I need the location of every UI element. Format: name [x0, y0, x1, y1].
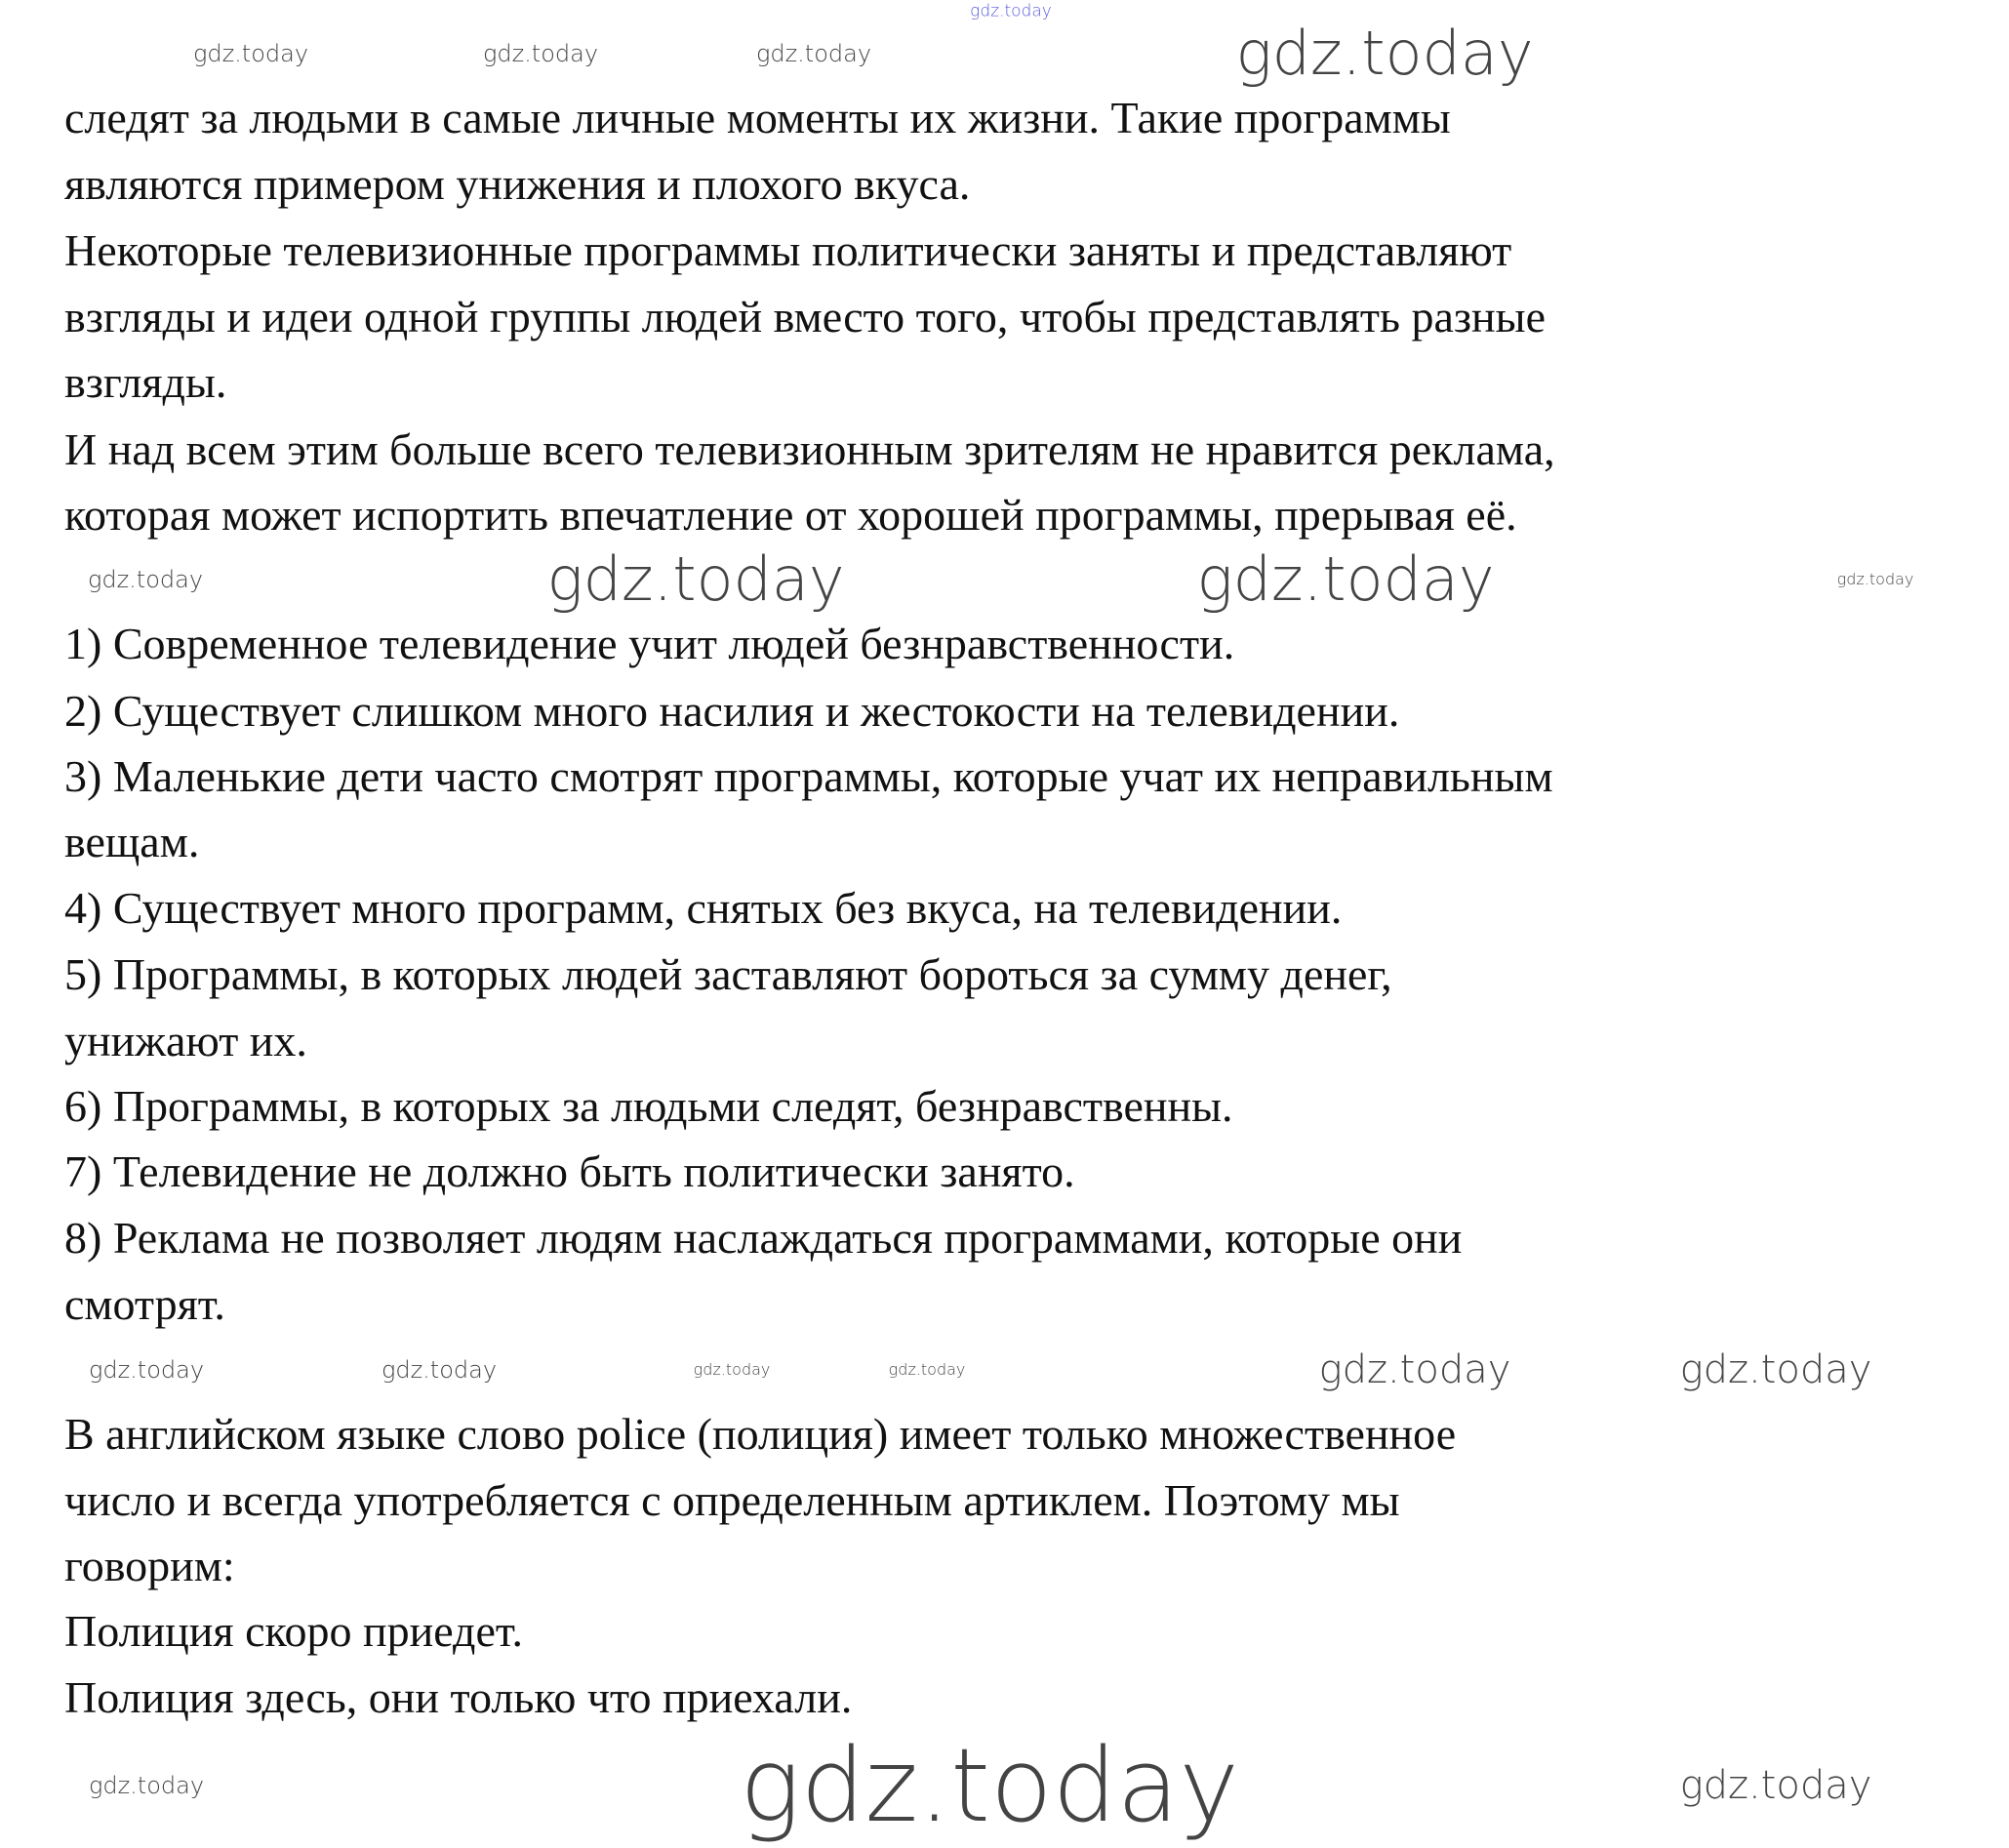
- watermark: gdz.today: [482, 40, 599, 67]
- watermark: gdz.today: [888, 1360, 966, 1379]
- list-item: 7) Телевидение не должно быть политически занято.: [64, 1146, 1075, 1196]
- watermark: gdz.today: [740, 1726, 1239, 1845]
- watermark: gdz.today: [1836, 570, 1914, 588]
- watermark: gdz.today: [1235, 18, 1534, 89]
- text-line: Полиция скоро приедет.: [64, 1606, 524, 1656]
- list-item: 5) Программы, в которых людей заставляют бороться за сумму денег,: [64, 949, 1392, 999]
- watermark: gdz.today: [88, 1356, 205, 1384]
- watermark: gdz.today: [693, 1360, 771, 1379]
- watermark: gdz.today: [1196, 543, 1495, 615]
- list-item: 3) Маленькие дети часто смотрят программы, которые учат их неправильным: [64, 751, 1553, 801]
- text-line: взгляды и идеи одной группы людей вместо того, чтобы представлять разные: [64, 292, 1546, 341]
- text-line: И над всем этим больше всего телевизионным зрителям не нравится реклама,: [64, 424, 1555, 474]
- watermark: gdz.today: [192, 40, 309, 67]
- text-line: В английском языке слово police (полиция) имеет только множественное: [64, 1409, 1457, 1459]
- text-line: являются примером унижения и плохого вкуса.: [64, 159, 971, 209]
- watermark: gdz.today: [970, 1, 1052, 21]
- list-item: 1) Современное телевидение учит людей безнравственности.: [64, 619, 1235, 668]
- list-item: вещам.: [64, 817, 200, 866]
- watermark: gdz.today: [1679, 1763, 1872, 1808]
- text-line: говорим:: [64, 1541, 235, 1590]
- watermark: gdz.today: [1679, 1347, 1872, 1392]
- list-item: 2) Существует слишком много насилия и жестокости на телевидении.: [64, 686, 1400, 736]
- text-line: Полиция здесь, они только что приехали.: [64, 1672, 853, 1722]
- text-line: число и всегда употребляется с определенным артиклем. Поэтому мы: [64, 1475, 1400, 1525]
- watermark: gdz.today: [88, 1772, 205, 1799]
- watermark: gdz.today: [1318, 1347, 1511, 1392]
- list-item: 6) Программы, в которых за людьми следят, безнравственны.: [64, 1081, 1233, 1131]
- list-item: 8) Реклама не позволяет людям наслаждаться программами, которые они: [64, 1213, 1463, 1263]
- text-line: Некоторые телевизионные программы политически заняты и представляют: [64, 225, 1512, 275]
- list-item: унижают их.: [64, 1016, 307, 1065]
- text-line: следят за людьми в самые личные моменты их жизни. Такие программы: [64, 93, 1451, 142]
- watermark: gdz.today: [755, 40, 872, 67]
- list-item: 4) Существует много программ, снятых без вкуса, на телевидении.: [64, 883, 1343, 933]
- text-line: которая может испортить впечатление от хорошей программы, прерывая её.: [64, 490, 1517, 540]
- watermark: gdz.today: [381, 1356, 498, 1384]
- watermark: gdz.today: [546, 543, 845, 615]
- text-line: взгляды.: [64, 357, 227, 407]
- watermark: gdz.today: [87, 566, 204, 593]
- list-item: смотрят.: [64, 1279, 225, 1329]
